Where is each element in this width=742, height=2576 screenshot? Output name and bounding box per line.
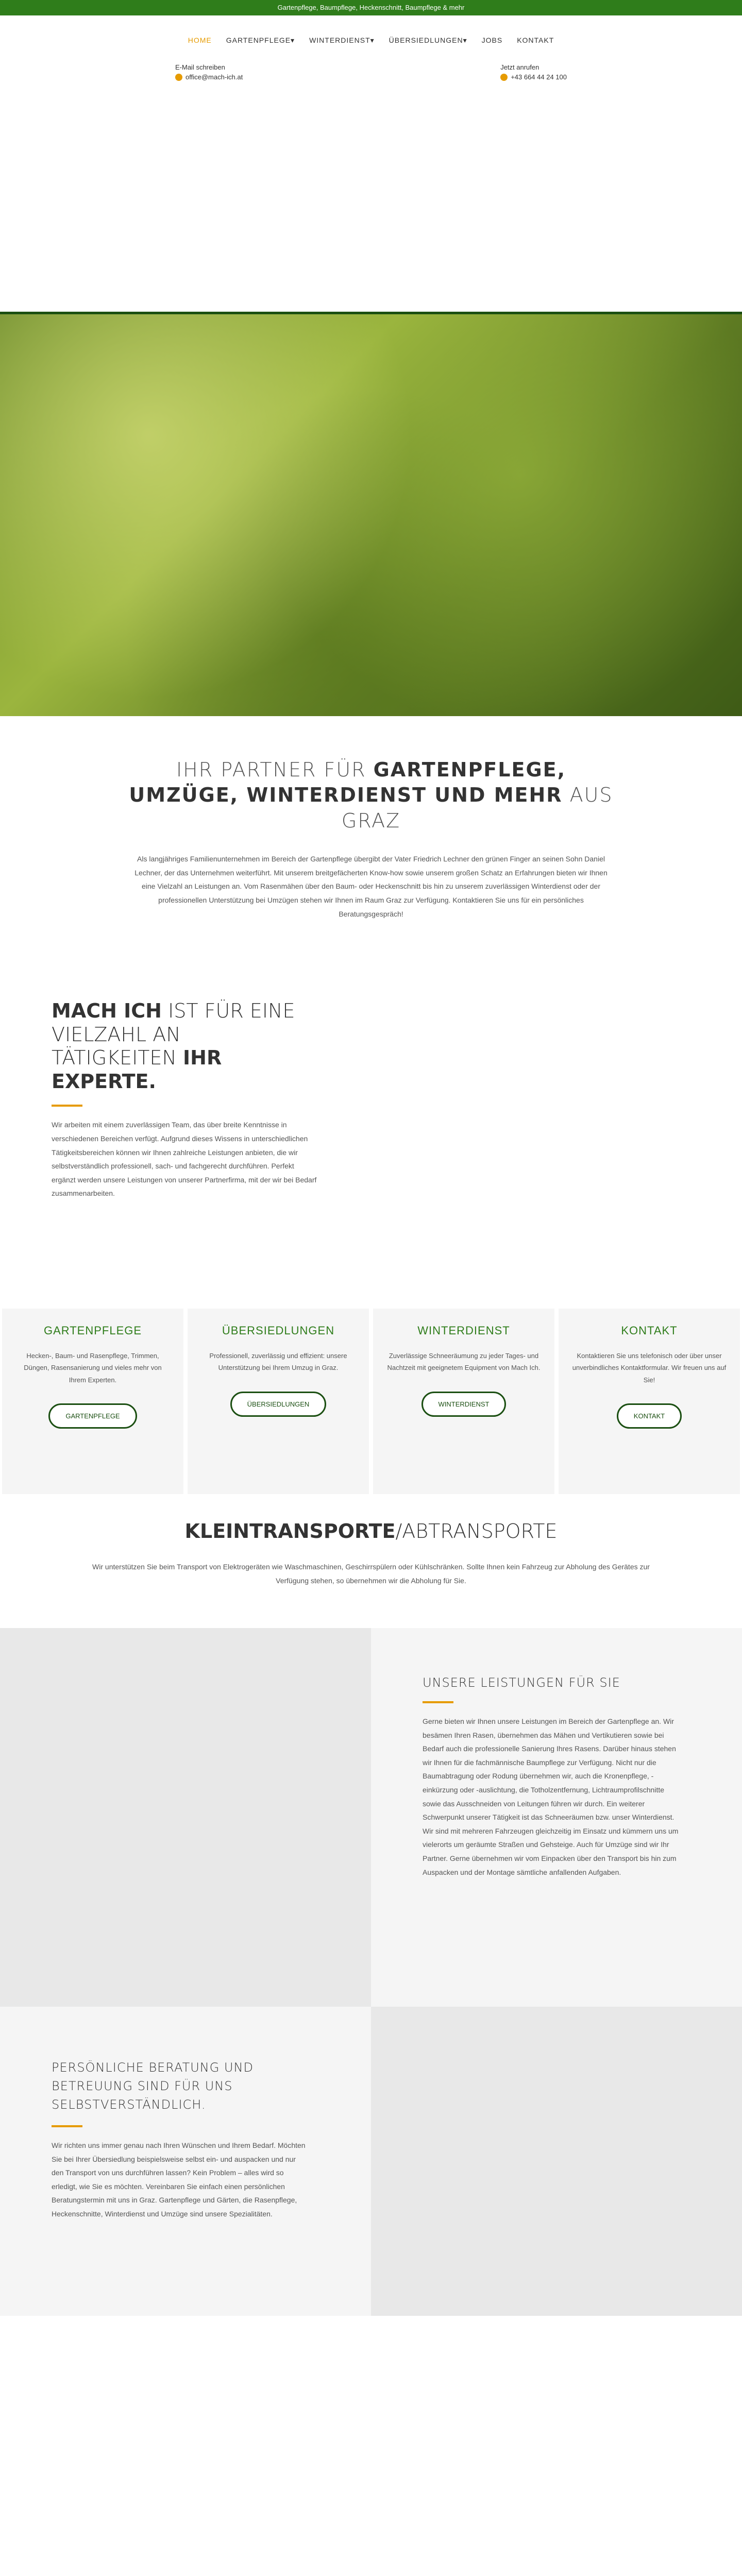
card-text: Professionell, zuverlässig und effizient: unsere Unterstützung bei Ihrem Umzug in Graz.: [209, 1352, 347, 1372]
nav-winterdienst[interactable]: WINTERDIENST▾: [309, 36, 375, 44]
accent-bar: [52, 1105, 82, 1107]
klein-title-b: /ABTRANSPORTE: [395, 1520, 558, 1543]
gartenpflege-button[interactable]: GARTENPFLEGE: [48, 1403, 137, 1429]
uebersiedlungen-button[interactable]: ÜBERSIEDLUNGEN: [230, 1392, 327, 1417]
kontakt-section: [0, 2316, 742, 2576]
klein-title-a: KLEINTRANSPORTE: [184, 1520, 396, 1543]
nav-kontakt[interactable]: KONTAKT: [517, 36, 554, 44]
phone-label: Jetzt anrufen: [500, 63, 539, 71]
leistungen-title: UNSERE LEISTUNGEN FÜR SIE: [423, 1675, 620, 1690]
card-kontakt: [559, 1309, 740, 1494]
mail-icon: [175, 74, 182, 81]
about-text: Wir arbeiten mit einem zuverlässigen Team, das über breite Kenntnisse in verschiedenen Bereichen verfügt. Aufgrund dieses Wissens in unterschiedlichen Tätigkeitsbereichen können wir Ihnen zahlreiche Leistungen anbieten, die wir selbstverständlich professionell, sach- und fachgerecht durchführen. Perfekt ergänzt werden unsere Leistungen von unserer Partnerfirma, mit der wir bei Bedarf zusammenarbeiten.: [52, 1121, 317, 1198]
card-winterdienst: [373, 1309, 554, 1494]
intro-title-b: GARTENPFLEGE, UMZÜGE, WINTERDIENST UND MEHR: [129, 758, 566, 807]
beratung-image: [371, 2007, 742, 2316]
service-cards: [0, 1309, 742, 1494]
card-uebersiedlungen: [188, 1309, 369, 1494]
about-section: [0, 979, 742, 1309]
about-title-b: IST FÜR EINE VIELZAHL AN TÄTIGKEITEN: [52, 999, 295, 1070]
leistungen-image: [0, 1628, 371, 2007]
top-bar: [0, 0, 742, 15]
intro-title-c: AUS GRAZ: [341, 784, 613, 832]
leistungen-text: Gerne bieten wir Ihnen unsere Leistungen im Bereich der Gartenpflege an. Wir besämen Ihren Rasen, übernehmen das Mähen und Vertikutieren sowie bei Bedarf auch die professionelle Sanierung Ihres Rasens. Darüber hinaus stehen wir Ihnen für die fachmännische Baumpflege zur Verfügung. Nicht nur die Baumabtragung oder Rodung übernehmen wir, auch die Kronenpflege, -einkürzung oder -auslichtung, die Totholzentfernung, Lichtraumprofilschnitte sowie das Ausschneiden von Leitungen führen wir durch. Ein weiterer Schwerpunkt unserer Tätigkeit ist das Schneeräumen bzw. unser Winterdienst. Wir sind mit mehreren Fahrzeugen gleichzeitig im Einsatz und kümmern uns um vielerorts um geräumte Straßen und Gehsteige. Auch für Umzüge sind wir Ihr Partner. Gerne übernehmen wir vom Einpacken über den Transport bis hin zum Auspacken und der Montage sämtliche anfallenden Aufgaben.: [423, 1717, 679, 1876]
about-title-c: IHR EXPERTE.: [52, 1046, 222, 1093]
top-bar-text: Gartenpflege, Baumpflege, Heckenschnitt, Baumpflege & mehr: [277, 4, 465, 11]
accent-bar: [423, 1701, 453, 1703]
card-title: WINTERDIENST: [417, 1324, 510, 1337]
beratung-text: Wir richten uns immer genau nach Ihren Wünschen und Ihrem Bedarf. Möchten Sie bei Ihrer Übersiedlung beispielsweise selbst ein- und auspacken und nur den Transport von uns durchführen lassen? Kein Problem – alles wird so erledigt, wie Sie es möchten. Vereinbaren Sie einfach einen persönlichen Beratungstermin mit uns in Graz. Gartenpflege und Gärten, die Rasenpflege, Heckenschnitte, Winterdienst und Umzüge sind unsere Spezialitäten.: [52, 2141, 306, 2218]
card-text: Zuverlässige Schneeräumung zu jeder Tages- und Nachtzeit mit geeignetem Equipment von Mach Ich.: [387, 1352, 541, 1372]
card-title: KONTAKT: [621, 1324, 678, 1337]
email-value[interactable]: office@mach-ich.at: [185, 73, 243, 81]
card-title: ÜBERSIEDLUNGEN: [222, 1324, 335, 1337]
hero-image: [0, 314, 742, 716]
kleintransporte-section: [0, 1494, 742, 1628]
email-link[interactable]: [175, 73, 243, 81]
leistungen-content: [371, 1628, 742, 2007]
nav-uebersiedlungen[interactable]: ÜBERSIEDLUNGEN▾: [389, 36, 467, 44]
card-gartenpflege: [2, 1309, 183, 1494]
header-contact-row: [165, 63, 577, 81]
kontakt-button[interactable]: KONTAKT: [617, 1403, 682, 1429]
email-label: E-Mail schreiben: [175, 63, 225, 71]
intro-title: [124, 757, 618, 834]
phone-link[interactable]: [500, 73, 567, 81]
nav-home[interactable]: HOME: [188, 36, 212, 44]
kleintransporte-title: [0, 1520, 742, 1543]
phone-icon: [500, 74, 508, 81]
nav-gartenpflege[interactable]: GARTENPFLEGE▾: [226, 36, 295, 44]
header: [0, 15, 742, 314]
accent-bar: [52, 2125, 82, 2127]
card-title: GARTENPFLEGE: [43, 1324, 142, 1337]
intro-section: [0, 716, 742, 979]
beratung-section: [0, 2007, 742, 2316]
phone-value[interactable]: +43 664 44 24 100: [511, 73, 567, 81]
intro-title-a: IHR PARTNER FÜR: [176, 758, 374, 781]
beratung-content: [0, 2007, 371, 2316]
nav-jobs[interactable]: JOBS: [481, 36, 503, 44]
intro-text: Als langjähriges Familienunternehmen im Bereich der Gartenpflege übergibt der Vater Friedrich Lechner den grünen Finger an seinen Sohn Daniel Lechner, der das Unternehmen weiterführt. Mit unserem breitgefächerten Know-how sowie unserem großen Schatz an Erfahrungen bieten wir Ihnen eine Vielzahl an Leistungen an. Vom Rasenmähen über den Baum- oder Heckenschnitt bis hin zu unserem zuverlässigen Winterdienst oder der professionellen Unterstützung bei Umzügen stehen wir Ihnen im Raum Graz zur Verfügung. Kontaktieren Sie uns für ein persönliches Beratungsgespräch!: [134, 855, 608, 918]
email-block: [175, 63, 243, 81]
card-text: Hecken-, Baum- und Rasenpflege, Trimmen, Düngen, Rasensanierung und vieles mehr von Ihrem Experten.: [24, 1352, 162, 1384]
phone-block: [500, 63, 567, 81]
kleintransporte-text: Wir unterstützen Sie beim Transport von Elektrogeräten wie Waschmaschinen, Geschirrspülern oder Kühlschränken. Sollte Ihnen kein Fahrzeug zur Abholung des Gerätes zur Verfügung stehen, so übernehmen wir die Abholung für Sie.: [92, 1563, 650, 1585]
about-title: [52, 979, 309, 1093]
main-nav: [0, 15, 742, 45]
winterdienst-button[interactable]: WINTERDIENST: [421, 1392, 507, 1417]
beratung-title: PERSÖNLICHE BERATUNG UND BETREUUNG SIND FÜR UNS SELBSTVERSTÄNDLICH.: [52, 2060, 254, 2112]
about-title-a: MACH ICH: [52, 999, 162, 1022]
leistungen-section: [0, 1628, 742, 2007]
card-text: Kontaktieren Sie uns telefonisch oder über unser unverbindliches Kontaktformular. Wir freuen uns auf Sie!: [572, 1352, 727, 1384]
